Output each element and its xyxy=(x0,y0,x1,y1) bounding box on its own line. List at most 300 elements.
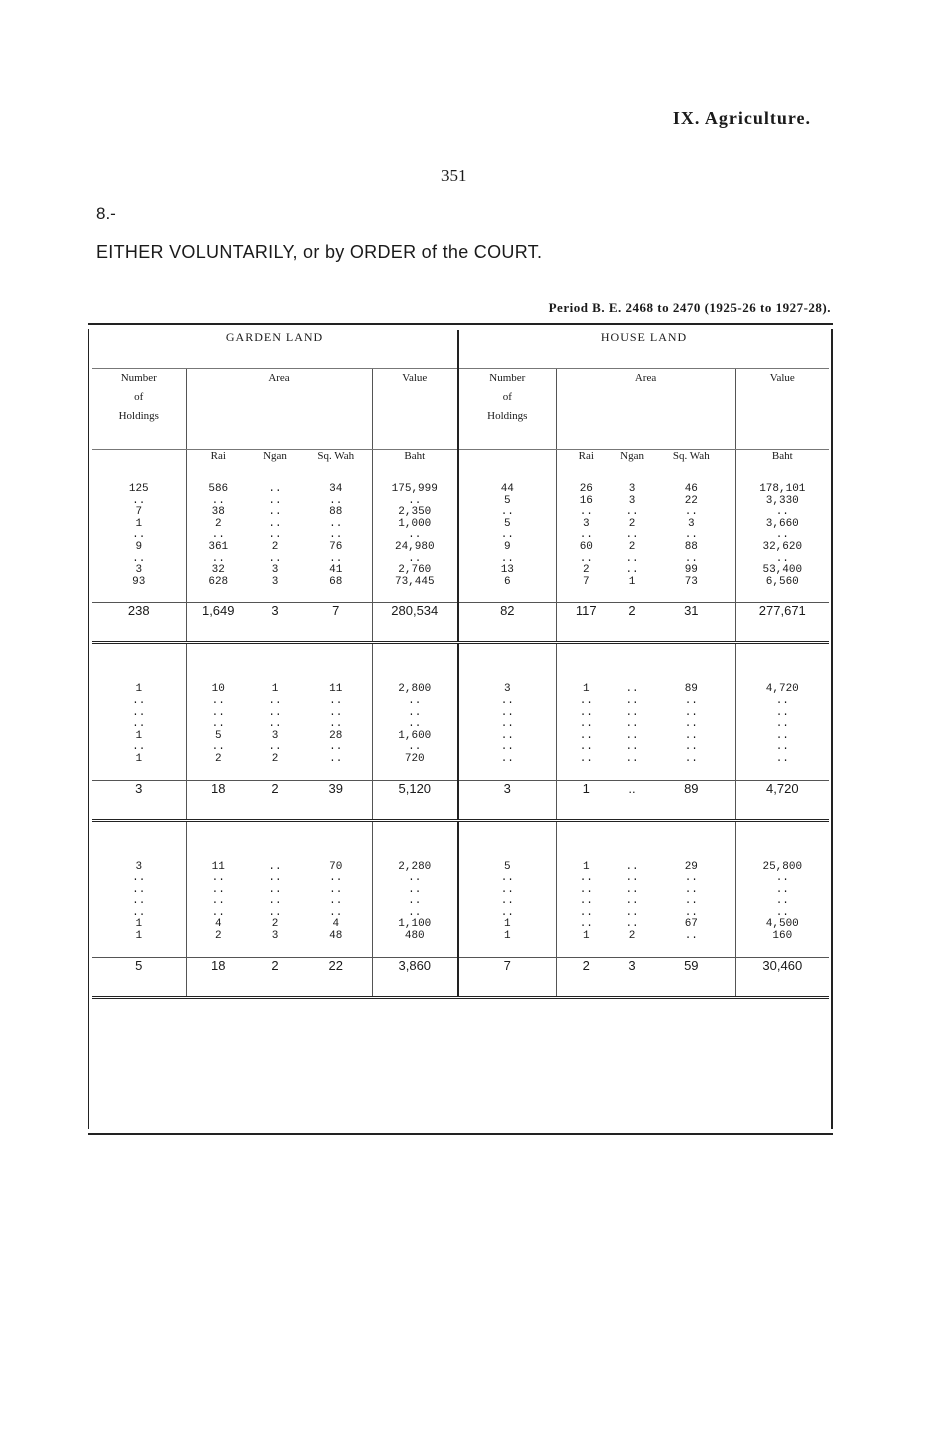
table-cell: .. xyxy=(579,694,593,707)
table-cell: 3 xyxy=(648,519,735,531)
table-cell: 1 xyxy=(582,683,590,696)
table-cell: .. xyxy=(92,896,186,908)
table-cell: 175,999 xyxy=(372,484,458,496)
table-cell: 68 xyxy=(300,577,372,589)
table-cell: .. xyxy=(268,718,282,731)
table-cell: 125 xyxy=(92,484,186,496)
table-cell: 361 xyxy=(208,540,229,553)
house-value-header: Value xyxy=(735,369,829,450)
table-cell: .. xyxy=(211,872,225,885)
table-cell: .. xyxy=(625,706,639,719)
table-row xyxy=(92,754,829,766)
table-cell: .. xyxy=(458,731,556,743)
table-row xyxy=(92,908,829,920)
table-cell: 16 xyxy=(579,494,593,507)
table-cell: .. xyxy=(92,719,186,731)
table-cell: .. xyxy=(211,906,225,919)
table-cell: .. xyxy=(775,752,789,765)
table-row xyxy=(92,577,829,589)
table-cell: 1 xyxy=(582,930,590,943)
unit-rai: Rai xyxy=(578,450,594,462)
table-cell: .. xyxy=(458,908,556,920)
table-cell: .. xyxy=(625,741,639,754)
table-cell: 10 xyxy=(211,683,225,696)
total-cell: 39 xyxy=(300,780,372,820)
table-cell: .. xyxy=(300,885,372,897)
table-cell: .. xyxy=(92,530,186,542)
block-gap xyxy=(92,588,829,603)
table-cell: .. xyxy=(268,694,282,707)
table-cell: 2 xyxy=(271,540,279,553)
table-cell: .. xyxy=(775,729,789,742)
table-cell: 38 xyxy=(211,506,225,519)
block-spacer xyxy=(92,643,829,685)
table-cell: .. xyxy=(300,708,372,720)
total-cell: 1 xyxy=(556,780,616,820)
table-cell: .. xyxy=(92,696,186,708)
table-cell: 1 xyxy=(628,575,636,588)
table-cell: 6 xyxy=(458,577,556,589)
table-cell: .. xyxy=(268,552,282,565)
table-cell: .. xyxy=(775,506,789,519)
total-cell: 82 xyxy=(458,603,556,643)
table-cell: .. xyxy=(648,896,735,908)
table-cell: .. xyxy=(92,885,186,897)
table-cell: .. xyxy=(268,517,282,530)
table-cell: .. xyxy=(579,729,593,742)
total-cell: 22 xyxy=(300,957,372,997)
table-cell: .. xyxy=(300,873,372,885)
table-cell: .. xyxy=(579,506,593,519)
total-cell: 3,860 xyxy=(372,957,458,997)
total-cell: 2 xyxy=(250,957,300,997)
table-cell: 5 xyxy=(458,519,556,531)
unit-baht: Baht xyxy=(771,450,793,462)
table-cell: .. xyxy=(372,719,458,731)
table-cell: .. xyxy=(458,885,556,897)
table-cell: .. xyxy=(579,918,593,931)
total-cell: 5 xyxy=(92,957,186,997)
table-cell: 44 xyxy=(458,484,556,496)
table-cell: .. xyxy=(300,496,372,508)
table-row xyxy=(92,931,829,943)
table-cell: .. xyxy=(625,918,639,931)
table-cell: 46 xyxy=(648,484,735,496)
table-cell: .. xyxy=(268,483,282,495)
table-cell: 11 xyxy=(211,860,225,873)
table-cell: .. xyxy=(775,694,789,707)
table-cell: 586 xyxy=(208,483,229,495)
total-cell: .. xyxy=(616,780,648,820)
table-row xyxy=(92,519,829,531)
table-cell: 3 xyxy=(271,575,279,588)
table-cell: .. xyxy=(268,872,282,885)
table-cell: .. xyxy=(458,873,556,885)
table-cell: 3 xyxy=(92,565,186,577)
table-cell: .. xyxy=(268,906,282,919)
table-cell: .. xyxy=(625,683,639,696)
table-cell: .. xyxy=(625,718,639,731)
table-row xyxy=(92,696,829,708)
holdings-table xyxy=(92,330,829,999)
total-cell: 3 xyxy=(616,957,648,997)
table-cell: 32,620 xyxy=(762,540,803,553)
table-cell: .. xyxy=(300,754,372,766)
table-cell: .. xyxy=(300,742,372,754)
total-cell: 3 xyxy=(92,780,186,820)
table-cell: .. xyxy=(92,496,186,508)
table-cell: .. xyxy=(268,494,282,507)
table-cell: .. xyxy=(579,529,593,542)
table-cell: .. xyxy=(458,708,556,720)
table-body xyxy=(92,450,829,998)
table-cell: .. xyxy=(775,706,789,719)
table-cell: .. xyxy=(211,883,225,896)
table-cell: .. xyxy=(300,908,372,920)
table-cell: 4 xyxy=(300,919,372,931)
table-cell: .. xyxy=(268,883,282,896)
table-cell: 720 xyxy=(372,754,458,766)
table-row xyxy=(92,885,829,897)
total-cell: 7 xyxy=(458,957,556,997)
table-cell: 11 xyxy=(300,684,372,696)
table-number: 8.- xyxy=(96,204,116,223)
table-cell: 2,350 xyxy=(372,507,458,519)
table-cell: 41 xyxy=(300,565,372,577)
unit-rai: Rai xyxy=(210,450,226,462)
table-cell: .. xyxy=(775,741,789,754)
table-cell: .. xyxy=(625,529,639,542)
table-cell: .. xyxy=(579,552,593,565)
table-row xyxy=(92,530,829,542)
table-cell: .. xyxy=(300,896,372,908)
table-cell: 34 xyxy=(300,484,372,496)
total-cell: 5,120 xyxy=(372,780,458,820)
table-cell: .. xyxy=(268,706,282,719)
unit-sqwah: Sq. Wah xyxy=(648,450,735,485)
table-cell: .. xyxy=(648,530,735,542)
table-row xyxy=(92,919,829,931)
table-cell: 3,660 xyxy=(765,517,799,530)
table-cell: 3 xyxy=(458,684,556,696)
total-cell: 1,649 xyxy=(186,603,250,643)
table-cell: .. xyxy=(458,696,556,708)
table-cell: 2 xyxy=(271,752,279,765)
garden-number-header: Number of Holdings xyxy=(92,369,186,450)
table-cell: .. xyxy=(648,731,735,743)
table-row xyxy=(92,719,829,731)
table-cell: .. xyxy=(211,552,225,565)
total-cell: 31 xyxy=(648,603,735,643)
table-cell: 2 xyxy=(628,540,636,553)
table-row xyxy=(92,862,829,874)
table-cell: .. xyxy=(648,885,735,897)
table-cell: .. xyxy=(625,506,639,519)
table-cell: 76 xyxy=(300,542,372,554)
house-land-header: HOUSE LAND xyxy=(458,330,829,369)
table-cell: .. xyxy=(458,719,556,731)
house-number-header: Number of Holdings xyxy=(458,369,556,450)
table-cell: 53,400 xyxy=(762,564,803,577)
table-cell: .. xyxy=(625,872,639,885)
table-cell: 628 xyxy=(208,575,229,588)
table-cell: 26 xyxy=(579,483,593,495)
table-cell: .. xyxy=(268,529,282,542)
total-cell: 2 xyxy=(250,780,300,820)
table-cell: .. xyxy=(648,708,735,720)
total-cell: 2 xyxy=(556,957,616,997)
table-cell: .. xyxy=(579,718,593,731)
table-heading: EITHER VOLUNTARILY, or by ORDER of the COURT. xyxy=(96,242,543,262)
table-cell: .. xyxy=(648,719,735,731)
table-cell: 3 xyxy=(271,729,279,742)
table-cell: .. xyxy=(300,719,372,731)
total-cell: 18 xyxy=(186,780,250,820)
table-cell: .. xyxy=(579,883,593,896)
total-cell: 2 xyxy=(616,603,648,643)
unit-row xyxy=(92,450,829,485)
table-cell: 24,980 xyxy=(372,542,458,554)
table-cell: .. xyxy=(300,696,372,708)
table-cell: 28 xyxy=(300,731,372,743)
unit-ngan: Ngan xyxy=(263,450,287,462)
table-cell: .. xyxy=(775,552,789,565)
table-cell: .. xyxy=(211,741,225,754)
table-cell: 480 xyxy=(372,931,458,943)
table-cell: 5 xyxy=(458,862,556,874)
table-cell: .. xyxy=(92,708,186,720)
table-cell: .. xyxy=(579,752,593,765)
total-cell: 3 xyxy=(458,780,556,820)
table-cell: 1 xyxy=(582,860,590,873)
table-cell: .. xyxy=(775,883,789,896)
total-cell: 18 xyxy=(186,957,250,997)
table-cell: .. xyxy=(648,507,735,519)
table-cell: 60 xyxy=(579,540,593,553)
table-cell: 7 xyxy=(582,575,590,588)
table-cell: 22 xyxy=(648,496,735,508)
table-cell: 2 xyxy=(628,930,636,943)
garden-area-header: Area xyxy=(186,369,372,450)
table-cell: .. xyxy=(372,496,458,508)
table-cell: 2 xyxy=(214,517,222,530)
table-cell: 3 xyxy=(628,494,636,507)
table-cell: .. xyxy=(579,906,593,919)
table-cell: 25,800 xyxy=(762,860,803,873)
table-cell: 1 xyxy=(458,931,556,943)
table-cell: .. xyxy=(775,718,789,731)
section-title: IX. Agriculture. xyxy=(672,108,811,128)
table-row xyxy=(92,565,829,577)
table-cell: .. xyxy=(372,873,458,885)
table-row xyxy=(92,731,829,743)
table-cell: .. xyxy=(625,860,639,873)
table-cell: .. xyxy=(625,729,639,742)
table-cell: .. xyxy=(625,564,639,577)
table-cell: 1 xyxy=(92,754,186,766)
total-cell: 59 xyxy=(648,957,735,997)
table-cell: .. xyxy=(458,530,556,542)
table-cell: 2 xyxy=(582,564,590,577)
table-cell: .. xyxy=(579,741,593,754)
table-cell: 48 xyxy=(300,931,372,943)
table-cell: 9 xyxy=(92,542,186,554)
table-cell: 70 xyxy=(300,862,372,874)
table-cell: 89 xyxy=(648,684,735,696)
table-cell: 1,000 xyxy=(372,519,458,531)
table-cell: 1 xyxy=(92,931,186,943)
table-row xyxy=(92,896,829,908)
table-cell: .. xyxy=(579,706,593,719)
table-cell: 5 xyxy=(458,496,556,508)
table-cell: 2,280 xyxy=(372,862,458,874)
total-cell: 277,671 xyxy=(735,603,829,643)
table-row xyxy=(92,507,829,519)
table-cell: 3 xyxy=(582,517,590,530)
unit-baht: Baht xyxy=(372,450,458,485)
table-cell: 7 xyxy=(92,507,186,519)
table-cell: .. xyxy=(775,872,789,885)
table-cell: .. xyxy=(458,754,556,766)
total-row xyxy=(92,957,829,997)
unit-sqwah: Sq. Wah xyxy=(300,450,372,485)
table-cell: 1,100 xyxy=(372,919,458,931)
table-cell: 4,500 xyxy=(765,918,799,931)
table-cell: .. xyxy=(211,718,225,731)
table-cell: .. xyxy=(211,694,225,707)
table-cell: .. xyxy=(372,896,458,908)
table-cell: .. xyxy=(625,883,639,896)
table-cell: .. xyxy=(648,554,735,566)
table-cell: 3 xyxy=(628,483,636,495)
table-cell: 3 xyxy=(92,862,186,874)
table-cell: .. xyxy=(300,554,372,566)
table-cell: .. xyxy=(372,530,458,542)
table-cell: 88 xyxy=(648,542,735,554)
table-cell: 3,330 xyxy=(765,494,799,507)
table-row xyxy=(92,554,829,566)
table-cell: 99 xyxy=(648,565,735,577)
table-cell: 1 xyxy=(458,919,556,931)
table-cell: 160 xyxy=(772,930,793,943)
table-cell: .. xyxy=(268,506,282,519)
table-cell: .. xyxy=(458,896,556,908)
table-cell: .. xyxy=(648,754,735,766)
table-cell: .. xyxy=(625,552,639,565)
table-row xyxy=(92,484,829,496)
table-cell: 73 xyxy=(648,577,735,589)
table-cell: 1 xyxy=(92,919,186,931)
table-cell: .. xyxy=(92,554,186,566)
table-cell: .. xyxy=(648,742,735,754)
table-row xyxy=(92,708,829,720)
table-cell: 6,560 xyxy=(765,575,799,588)
total-cell: 117 xyxy=(556,603,616,643)
table-cell: .. xyxy=(625,694,639,707)
table-cell: 4 xyxy=(214,918,222,931)
table-cell: .. xyxy=(300,519,372,531)
table-cell: .. xyxy=(775,529,789,542)
table-cell: .. xyxy=(458,554,556,566)
table-cell: .. xyxy=(648,696,735,708)
table-row xyxy=(92,873,829,885)
table-row xyxy=(92,496,829,508)
table-cell: .. xyxy=(211,494,225,507)
table-cell: .. xyxy=(775,895,789,908)
table-cell: 2 xyxy=(628,517,636,530)
table-cell: 67 xyxy=(648,919,735,931)
total-row xyxy=(92,603,829,643)
period-caption: Period B. E. 2468 to 2470 (1925-26 to 1927-28). xyxy=(548,300,831,315)
table-cell: .. xyxy=(268,860,282,873)
total-cell: 280,534 xyxy=(372,603,458,643)
table-cell: .. xyxy=(579,895,593,908)
table-cell: .. xyxy=(648,931,735,943)
table-row xyxy=(92,742,829,754)
house-area-header: Area xyxy=(556,369,735,450)
table-cell: 2 xyxy=(214,752,222,765)
table-cell: 93 xyxy=(92,577,186,589)
table-cell: 73,445 xyxy=(372,577,458,589)
table-cell: .. xyxy=(211,895,225,908)
table-cell: .. xyxy=(372,696,458,708)
table-cell: .. xyxy=(625,752,639,765)
table-cell: 2 xyxy=(271,918,279,931)
table-cell: 3 xyxy=(271,930,279,943)
table-cell: .. xyxy=(625,895,639,908)
table-cell: .. xyxy=(92,908,186,920)
table-cell: 2,760 xyxy=(372,565,458,577)
total-row xyxy=(92,780,829,820)
total-cell: 4,720 xyxy=(735,780,829,820)
table-cell: .. xyxy=(268,895,282,908)
table-cell: .. xyxy=(372,908,458,920)
total-cell: 89 xyxy=(648,780,735,820)
table-cell: 88 xyxy=(300,507,372,519)
table-cell: 1 xyxy=(92,731,186,743)
table-cell: .. xyxy=(211,706,225,719)
total-cell: 238 xyxy=(92,603,186,643)
table-cell: .. xyxy=(268,741,282,754)
garden-value-header: Value xyxy=(372,369,458,450)
table-cell: 32 xyxy=(211,564,225,577)
total-cell: 7 xyxy=(300,603,372,643)
table-cell: 1,600 xyxy=(372,731,458,743)
table-cell: .. xyxy=(372,708,458,720)
table-cell: 9 xyxy=(458,542,556,554)
table-cell: .. xyxy=(648,908,735,920)
table-cell: 1 xyxy=(271,683,279,696)
table-cell: .. xyxy=(372,554,458,566)
table-cell: .. xyxy=(579,872,593,885)
garden-land-header: GARDEN LAND xyxy=(92,330,458,369)
total-cell: 30,460 xyxy=(735,957,829,997)
page-number: 351 xyxy=(441,166,467,185)
table-cell: .. xyxy=(648,873,735,885)
total-cell: 3 xyxy=(250,603,300,643)
table-cell: 1 xyxy=(92,519,186,531)
table-cell: 5 xyxy=(214,729,222,742)
block-gap xyxy=(92,766,829,781)
table-cell: .. xyxy=(92,742,186,754)
table-cell: .. xyxy=(372,742,458,754)
table-cell: 13 xyxy=(458,565,556,577)
unit-ngan: Ngan xyxy=(620,450,644,462)
table-cell: 178,101 xyxy=(759,483,806,495)
table-cell: .. xyxy=(92,873,186,885)
table-cell: .. xyxy=(775,906,789,919)
table-cell: .. xyxy=(300,530,372,542)
